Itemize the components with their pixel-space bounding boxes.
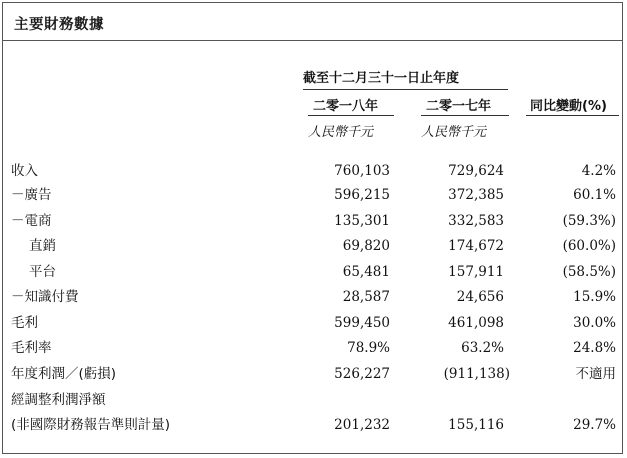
table-row bbox=[3, 337, 622, 360]
value-2018: 760,103 bbox=[334, 163, 390, 179]
value-2018: 69,820 bbox=[342, 238, 390, 254]
row-label: 毛利 bbox=[11, 315, 38, 331]
row-label: 直銷 bbox=[29, 238, 56, 254]
row-label: 平台 bbox=[29, 264, 56, 280]
row-label: 毛利率 bbox=[11, 340, 52, 356]
value-2017: 332,583 bbox=[448, 213, 504, 229]
table-title: 主要財務數據 bbox=[14, 17, 104, 33]
table-row bbox=[3, 363, 622, 386]
row-label: (非國際財務報告準則計量) bbox=[11, 417, 171, 433]
value-change: 4.2% bbox=[581, 163, 616, 179]
table-row bbox=[3, 184, 622, 207]
value-change: (58.5%) bbox=[562, 264, 616, 280]
value-2017: 461,098 bbox=[448, 315, 504, 331]
value-2018: 65,481 bbox=[342, 264, 390, 280]
period-header: 截至十二月三十一日止年度 bbox=[303, 71, 460, 86]
table-row bbox=[3, 286, 622, 309]
value-change: 29.7% bbox=[573, 417, 616, 433]
col-change-underline bbox=[526, 115, 619, 116]
value-change: 30.0% bbox=[573, 315, 616, 331]
value-2018: 28,587 bbox=[342, 289, 390, 305]
row-label: 年度利潤／(虧損) bbox=[11, 366, 117, 382]
row-label: －廣告 bbox=[11, 187, 52, 203]
value-2017: 24,656 bbox=[456, 289, 504, 305]
value-2018: 201,232 bbox=[334, 417, 390, 433]
value-2017: 372,385 bbox=[448, 187, 504, 203]
title-bar bbox=[3, 3, 622, 41]
col-2017-header: 二零一七年 bbox=[426, 99, 492, 114]
period-underline bbox=[303, 89, 508, 90]
value-2017: 174,672 bbox=[448, 238, 504, 254]
value-2018: 599,450 bbox=[334, 315, 390, 331]
row-label: 收入 bbox=[11, 163, 38, 179]
col-2018-underline bbox=[308, 115, 394, 116]
value-2017: 155,116 bbox=[448, 417, 504, 433]
value-2018: 78.9% bbox=[347, 340, 390, 356]
value-2017: (911,138) bbox=[443, 366, 510, 382]
row-label: －知識付費 bbox=[11, 289, 79, 305]
value-2018: 526,227 bbox=[334, 366, 390, 382]
value-2018: 135,301 bbox=[334, 213, 390, 229]
unit-2017: 人民幣千元 bbox=[421, 125, 487, 140]
table-row bbox=[3, 160, 622, 183]
col-2017-underline bbox=[421, 115, 509, 116]
financial-table-frame bbox=[2, 2, 623, 454]
table-row bbox=[3, 389, 622, 412]
row-label: 經調整利潤淨額 bbox=[11, 392, 106, 408]
table-row bbox=[3, 261, 622, 284]
table-row bbox=[3, 414, 622, 437]
unit-2018: 人民幣千元 bbox=[308, 125, 374, 140]
value-2017: 157,911 bbox=[448, 264, 504, 280]
value-2017: 729,624 bbox=[448, 163, 504, 179]
value-change: 15.9% bbox=[573, 289, 616, 305]
value-change: 不適用 bbox=[575, 366, 616, 382]
col-change-header: 同比變動(%) bbox=[530, 99, 607, 114]
row-label: －電商 bbox=[11, 213, 52, 229]
table-row bbox=[3, 235, 622, 258]
value-2018: 596,215 bbox=[334, 187, 390, 203]
value-change: 60.1% bbox=[573, 187, 616, 203]
value-change: (59.3%) bbox=[562, 213, 616, 229]
table-row bbox=[3, 210, 622, 233]
value-change: 24.8% bbox=[573, 340, 616, 356]
col-2018-header: 二零一八年 bbox=[313, 99, 379, 114]
value-change: (60.0%) bbox=[562, 238, 616, 254]
table-row bbox=[3, 312, 622, 335]
value-2017: 63.2% bbox=[461, 340, 504, 356]
